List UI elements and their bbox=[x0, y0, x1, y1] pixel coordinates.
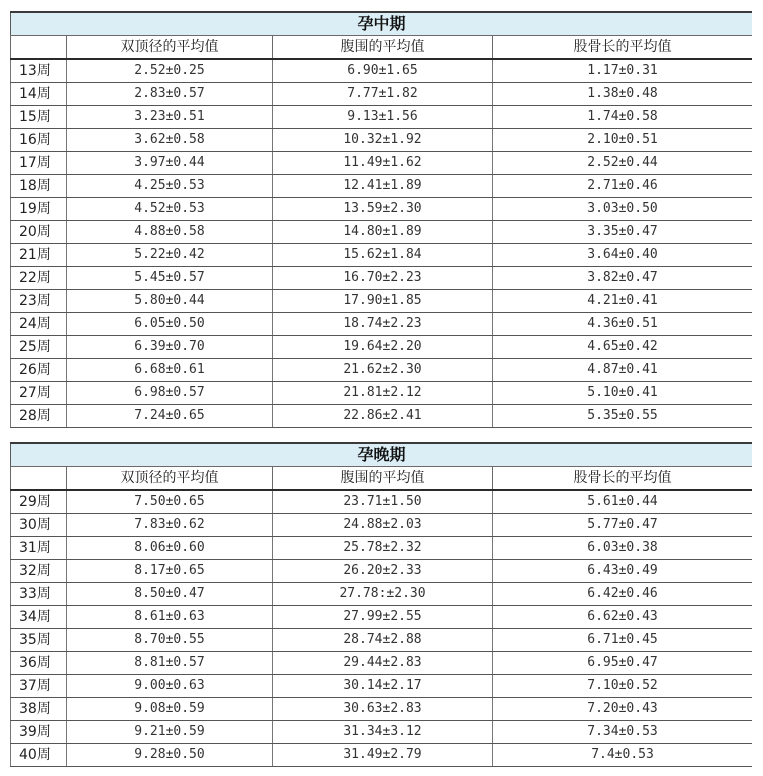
ac-cell: 25.78±2.32 bbox=[273, 537, 493, 560]
bpd-cell: 6.39±0.70 bbox=[67, 336, 273, 359]
fl-cell: 6.42±0.46 bbox=[493, 583, 753, 606]
fl-cell: 5.35±0.55 bbox=[493, 405, 753, 428]
ac-cell: 29.44±2.83 bbox=[273, 652, 493, 675]
column-header-row bbox=[11, 36, 753, 60]
fl-cell: 6.62±0.43 bbox=[493, 606, 753, 629]
table-row bbox=[11, 537, 753, 560]
ac-cell: 14.80±1.89 bbox=[273, 221, 493, 244]
bpd-cell: 9.21±0.59 bbox=[67, 721, 273, 744]
column-header-week bbox=[11, 467, 67, 491]
week-cell: 18周 bbox=[11, 175, 67, 198]
ac-cell: 27.99±2.55 bbox=[273, 606, 493, 629]
week-cell: 21周 bbox=[11, 244, 67, 267]
fl-cell: 7.34±0.53 bbox=[493, 721, 753, 744]
column-header-bpd: 双顶径的平均值 bbox=[67, 36, 273, 60]
table-row bbox=[11, 59, 753, 83]
ac-cell: 26.20±2.33 bbox=[273, 560, 493, 583]
bpd-cell: 4.25±0.53 bbox=[67, 175, 273, 198]
table-row bbox=[11, 490, 753, 514]
bpd-cell: 5.80±0.44 bbox=[67, 290, 273, 313]
week-cell: 24周 bbox=[11, 313, 67, 336]
fl-cell: 3.82±0.47 bbox=[493, 267, 753, 290]
bpd-cell: 8.81±0.57 bbox=[67, 652, 273, 675]
bpd-cell: 8.70±0.55 bbox=[67, 629, 273, 652]
week-cell: 22周 bbox=[11, 267, 67, 290]
table-row bbox=[11, 83, 753, 106]
ac-cell: 19.64±2.20 bbox=[273, 336, 493, 359]
ac-cell: 21.81±2.12 bbox=[273, 382, 493, 405]
week-cell: 40周 bbox=[11, 744, 67, 767]
column-header-ac: 腹围的平均值 bbox=[273, 467, 493, 491]
week-cell: 29周 bbox=[11, 490, 67, 514]
week-cell: 37周 bbox=[11, 675, 67, 698]
column-header-fl: 股骨长的平均值 bbox=[493, 467, 753, 491]
bpd-cell: 2.83±0.57 bbox=[67, 83, 273, 106]
fl-cell: 5.77±0.47 bbox=[493, 514, 753, 537]
table-row bbox=[11, 221, 753, 244]
week-cell: 17周 bbox=[11, 152, 67, 175]
week-cell: 35周 bbox=[11, 629, 67, 652]
ac-cell: 23.71±1.50 bbox=[273, 490, 493, 514]
week-cell: 33周 bbox=[11, 583, 67, 606]
ac-cell: 12.41±1.89 bbox=[273, 175, 493, 198]
table-row bbox=[11, 560, 753, 583]
ac-cell: 10.32±1.92 bbox=[273, 129, 493, 152]
fl-cell: 2.71±0.46 bbox=[493, 175, 753, 198]
fl-cell: 1.74±0.58 bbox=[493, 106, 753, 129]
week-cell: 31周 bbox=[11, 537, 67, 560]
ac-cell: 21.62±2.30 bbox=[273, 359, 493, 382]
bpd-cell: 8.17±0.65 bbox=[67, 560, 273, 583]
table-row bbox=[11, 152, 753, 175]
bpd-cell: 7.83±0.62 bbox=[67, 514, 273, 537]
bpd-cell: 7.50±0.65 bbox=[67, 490, 273, 514]
fl-cell: 3.03±0.50 bbox=[493, 198, 753, 221]
bpd-cell: 8.50±0.47 bbox=[67, 583, 273, 606]
fl-cell: 4.21±0.41 bbox=[493, 290, 753, 313]
fl-cell: 1.38±0.48 bbox=[493, 83, 753, 106]
ac-cell: 24.88±2.03 bbox=[273, 514, 493, 537]
bpd-cell: 2.52±0.25 bbox=[67, 59, 273, 83]
fl-cell: 4.87±0.41 bbox=[493, 359, 753, 382]
week-cell: 26周 bbox=[11, 359, 67, 382]
week-cell: 15周 bbox=[11, 106, 67, 129]
week-cell: 16周 bbox=[11, 129, 67, 152]
table-row bbox=[11, 244, 753, 267]
fl-cell: 7.10±0.52 bbox=[493, 675, 753, 698]
table-row bbox=[11, 405, 753, 428]
table-row bbox=[11, 290, 753, 313]
fl-cell: 7.20±0.43 bbox=[493, 698, 753, 721]
week-cell: 27周 bbox=[11, 382, 67, 405]
table-row bbox=[11, 267, 753, 290]
ac-cell: 11.49±1.62 bbox=[273, 152, 493, 175]
bpd-cell: 3.97±0.44 bbox=[67, 152, 273, 175]
bpd-cell: 4.88±0.58 bbox=[67, 221, 273, 244]
column-header-ac: 腹围的平均值 bbox=[273, 36, 493, 60]
week-cell: 14周 bbox=[11, 83, 67, 106]
second-trimester-table-block bbox=[10, 11, 752, 432]
week-cell: 36周 bbox=[11, 652, 67, 675]
table-row bbox=[11, 106, 753, 129]
week-cell: 28周 bbox=[11, 405, 67, 428]
table-title: 孕中期 bbox=[11, 12, 753, 36]
ac-cell: 17.90±1.85 bbox=[273, 290, 493, 313]
bpd-cell: 8.06±0.60 bbox=[67, 537, 273, 560]
fl-cell: 7.4±0.53 bbox=[493, 744, 753, 767]
table-row bbox=[11, 675, 753, 698]
ac-cell: 31.34±3.12 bbox=[273, 721, 493, 744]
table-row bbox=[11, 129, 753, 152]
ac-cell: 7.77±1.82 bbox=[273, 83, 493, 106]
bpd-cell: 6.05±0.50 bbox=[67, 313, 273, 336]
table-row bbox=[11, 583, 753, 606]
column-header-bpd: 双顶径的平均值 bbox=[67, 467, 273, 491]
bpd-cell: 5.22±0.42 bbox=[67, 244, 273, 267]
third-trimester-table bbox=[10, 442, 752, 767]
table-row bbox=[11, 629, 753, 652]
ac-cell: 6.90±1.65 bbox=[273, 59, 493, 83]
column-header-week bbox=[11, 36, 67, 60]
fl-cell: 4.36±0.51 bbox=[493, 313, 753, 336]
table-row bbox=[11, 652, 753, 675]
ac-cell: 31.49±2.79 bbox=[273, 744, 493, 767]
table-row bbox=[11, 606, 753, 629]
fl-cell: 4.65±0.42 bbox=[493, 336, 753, 359]
column-header-fl: 股骨长的平均值 bbox=[493, 36, 753, 60]
ac-cell: 30.14±2.17 bbox=[273, 675, 493, 698]
table-row bbox=[11, 313, 753, 336]
bpd-cell: 5.45±0.57 bbox=[67, 267, 273, 290]
bpd-cell: 3.23±0.51 bbox=[67, 106, 273, 129]
week-cell: 39周 bbox=[11, 721, 67, 744]
table-title-row bbox=[11, 12, 753, 36]
fl-cell: 5.10±0.41 bbox=[493, 382, 753, 405]
third-trimester-table-block bbox=[10, 442, 752, 767]
bpd-cell: 8.61±0.63 bbox=[67, 606, 273, 629]
ac-cell: 28.74±2.88 bbox=[273, 629, 493, 652]
ac-cell: 30.63±2.83 bbox=[273, 698, 493, 721]
ac-cell: 13.59±2.30 bbox=[273, 198, 493, 221]
bpd-cell: 7.24±0.65 bbox=[67, 405, 273, 428]
ac-cell: 16.70±2.23 bbox=[273, 267, 493, 290]
fl-cell: 6.03±0.38 bbox=[493, 537, 753, 560]
table-row bbox=[11, 514, 753, 537]
week-cell: 38周 bbox=[11, 698, 67, 721]
fl-cell: 2.10±0.51 bbox=[493, 129, 753, 152]
table-title-row bbox=[11, 443, 753, 467]
table-title: 孕晚期 bbox=[11, 443, 753, 467]
week-cell: 23周 bbox=[11, 290, 67, 313]
bpd-cell: 6.98±0.57 bbox=[67, 382, 273, 405]
fl-cell: 1.17±0.31 bbox=[493, 59, 753, 83]
week-cell: 30周 bbox=[11, 514, 67, 537]
week-cell: 25周 bbox=[11, 336, 67, 359]
fl-cell: 5.61±0.44 bbox=[493, 490, 753, 514]
table-row bbox=[11, 336, 753, 359]
ac-cell: 9.13±1.56 bbox=[273, 106, 493, 129]
bpd-cell: 4.52±0.53 bbox=[67, 198, 273, 221]
table-row bbox=[11, 721, 753, 744]
bpd-cell: 3.62±0.58 bbox=[67, 129, 273, 152]
week-cell: 20周 bbox=[11, 221, 67, 244]
week-cell: 32周 bbox=[11, 560, 67, 583]
fl-cell: 3.64±0.40 bbox=[493, 244, 753, 267]
bpd-cell: 9.28±0.50 bbox=[67, 744, 273, 767]
fl-cell: 6.71±0.45 bbox=[493, 629, 753, 652]
table-row bbox=[11, 382, 753, 405]
ac-cell: 22.86±2.41 bbox=[273, 405, 493, 428]
fl-cell: 6.43±0.49 bbox=[493, 560, 753, 583]
second-trimester-table bbox=[10, 11, 752, 428]
fl-cell: 6.95±0.47 bbox=[493, 652, 753, 675]
table-row bbox=[11, 198, 753, 221]
table-row bbox=[11, 359, 753, 382]
bpd-cell: 9.08±0.59 bbox=[67, 698, 273, 721]
table-row bbox=[11, 175, 753, 198]
ac-cell: 18.74±2.23 bbox=[273, 313, 493, 336]
week-cell: 13周 bbox=[11, 59, 67, 83]
week-cell: 34周 bbox=[11, 606, 67, 629]
fl-cell: 3.35±0.47 bbox=[493, 221, 753, 244]
table-row bbox=[11, 698, 753, 721]
table-row bbox=[11, 744, 753, 767]
bpd-cell: 6.68±0.61 bbox=[67, 359, 273, 382]
bpd-cell: 9.00±0.63 bbox=[67, 675, 273, 698]
ac-cell: 15.62±1.84 bbox=[273, 244, 493, 267]
column-header-row bbox=[11, 467, 753, 491]
week-cell: 19周 bbox=[11, 198, 67, 221]
fl-cell: 2.52±0.44 bbox=[493, 152, 753, 175]
ac-cell: 27.78:±2.30 bbox=[273, 583, 493, 606]
